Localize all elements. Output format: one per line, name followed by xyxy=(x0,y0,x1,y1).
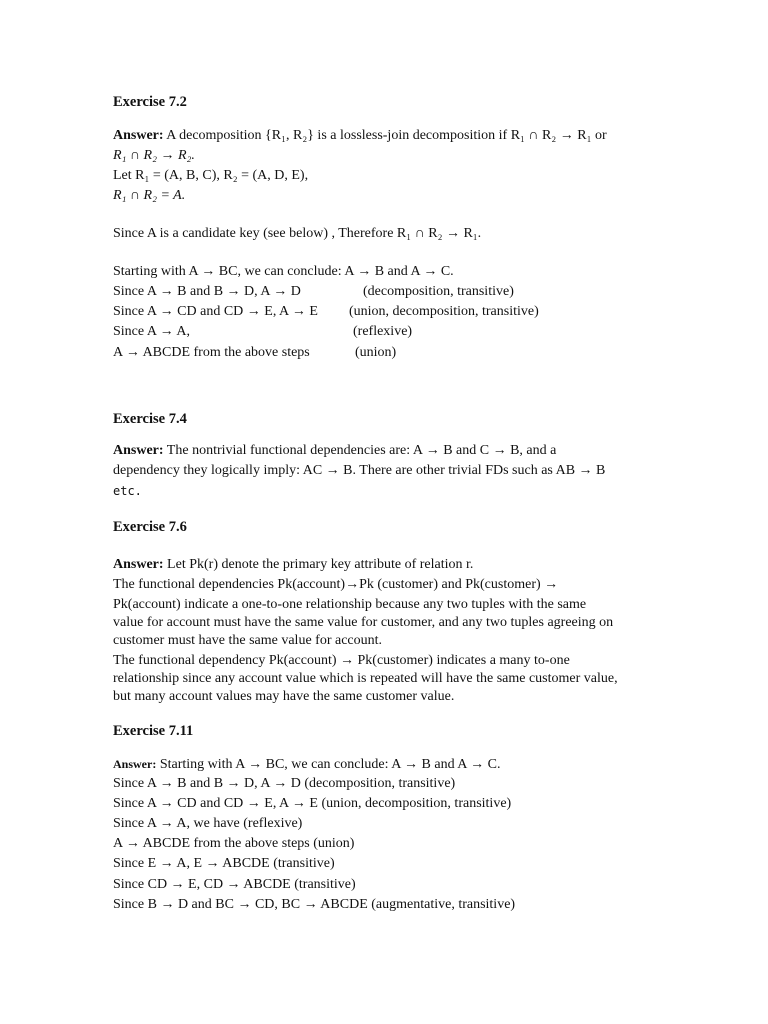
ex76-line-8: but many account values may have the same customer value. xyxy=(113,689,455,704)
answer-label: Answer: xyxy=(113,757,157,771)
ex72-line-2: R₁ ∩ R₂ → R₂. xyxy=(113,148,195,163)
ex711-line-8: Since B → D and BC → CD, BC → ABCDE (augmentative, transitive) xyxy=(113,897,516,912)
ex76-line-6: The functional dependency Pk(account) → Pk(customer) indicates a many to-one xyxy=(113,653,570,668)
ex76-line-3: Pk(account) indicate a one-to-one relationship because any two tuples with the same xyxy=(113,597,587,612)
answer-label: Answer: xyxy=(113,128,164,143)
ex72-line-5: Since A is a candidate key (see below) , Therefore R₁ ∩ R₂ → R₁. xyxy=(113,226,482,241)
ex72-step-4-text: Since A → A, xyxy=(113,324,191,339)
ex72-step-2 xyxy=(113,283,514,301)
ex711-line-4: Since A → A, we have (reflexive) xyxy=(113,816,303,831)
ex74-text-1: The nontrivial functional dependencies are: A → B and C → B, and a xyxy=(166,443,557,458)
ex711-text-1: Starting with A → BC, we can conclude: A → B and A → C. xyxy=(159,757,501,772)
ex74-line-2: dependency they logically imply: AC → B. There are other trivial FDs such as AB → B xyxy=(113,463,606,478)
ex72-step-4 xyxy=(113,323,412,341)
ex711-line-1 xyxy=(113,755,500,774)
ex76-line-2: The functional dependencies Pk(account)→Pk (customer) and Pk(customer) → xyxy=(113,577,559,592)
ex72-step-3-text: Since A → CD and CD → E, A → E xyxy=(113,304,318,319)
ex711-line-6: Since E → A, E → ABCDE (transitive) xyxy=(113,856,335,871)
ex72-step-5 xyxy=(113,344,396,362)
ex74-line-3: etc. xyxy=(113,484,142,498)
exercise-7-4-heading: Exercise 7.4 xyxy=(113,411,187,427)
answer-label: Answer: xyxy=(113,557,164,572)
ex76-line-1 xyxy=(113,556,473,574)
ex72-step-3 xyxy=(113,303,539,321)
ex76-line-7: relationship since any account value which is repeated will have the same customer value, xyxy=(113,671,618,686)
exercise-7-2-heading: Exercise 7.2 xyxy=(113,94,187,110)
ex72-step-5-text: A → ABCDE from the above steps xyxy=(113,345,310,360)
ex72-line-3: Let R₁ = (A, B, C), R₂ = (A, D, E), xyxy=(113,168,309,183)
ex72-line-1 xyxy=(113,127,607,145)
ex72-step-2-text: Since A → B and B → D, A → D xyxy=(113,284,301,299)
ex74-line-1 xyxy=(113,442,556,460)
ex72-step-3-reason: (union, decomposition, transitive) xyxy=(349,304,539,319)
ex76-line-4: value for account must have the same value for customer, and any two tuples agreeing on xyxy=(113,615,614,630)
ex711-line-5: A → ABCDE from the above steps (union) xyxy=(113,836,355,851)
ex711-line-7: Since CD → E, CD → ABCDE (transitive) xyxy=(113,877,356,892)
ex72-text-1: A decomposition {R₁, R₂} is a lossless-join decomposition if R₁ ∩ R₂ → R₁ or xyxy=(166,128,607,143)
ex72-step-5-reason: (union) xyxy=(355,345,397,360)
exercise-7-6-heading: Exercise 7.6 xyxy=(113,519,187,535)
ex76-text-1: Let Pk(r) denote the primary key attribute of relation r. xyxy=(167,557,474,572)
ex72-step-2-reason: (decomposition, transitive) xyxy=(363,284,514,299)
ex76-line-5: customer must have the same value for account. xyxy=(113,633,383,648)
answer-label: Answer: xyxy=(113,443,164,458)
ex72-line-4: R₁ ∩ R₂ = A. xyxy=(113,188,186,203)
ex711-line-2: Since A → B and B → D, A → D (decomposition, transitive) xyxy=(113,776,456,791)
ex711-line-3: Since A → CD and CD → E, A → E (union, decomposition, transitive) xyxy=(113,796,512,811)
ex72-step-1: Starting with A → BC, we can conclude: A → B and A → C. xyxy=(113,264,454,279)
ex72-step-4-reason: (reflexive) xyxy=(353,324,413,339)
exercise-7-11-heading: Exercise 7.11 xyxy=(113,723,194,739)
